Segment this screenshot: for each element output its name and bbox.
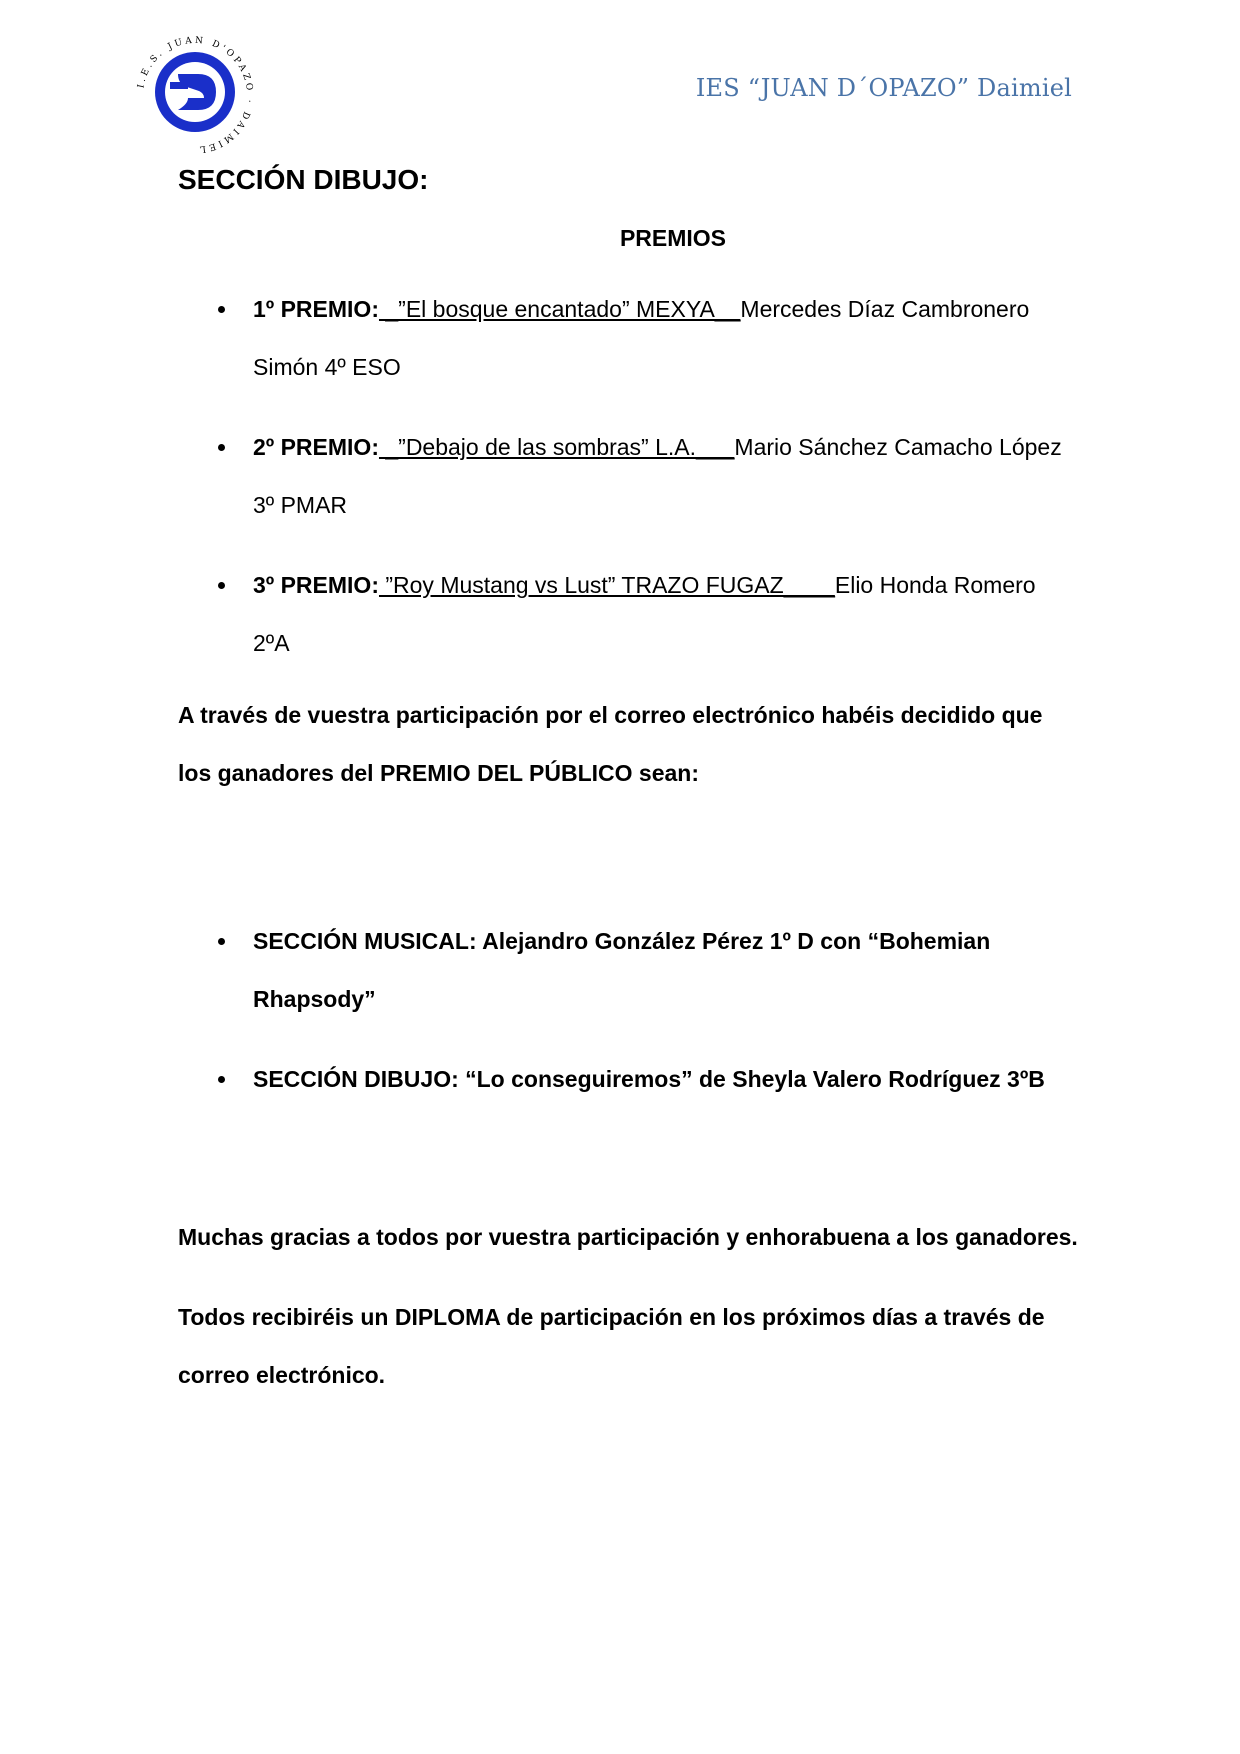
prize-item-3	[178, 556, 1078, 672]
prize-work: _”El bosque encantado” MEXYA__	[378, 296, 741, 322]
prize-label: 3º PREMIO:	[253, 572, 379, 598]
public-winner-item: SECCIÓN MUSICAL: Alejandro González Pérez 1º D con “Bohemian Rhapsody”	[178, 912, 1078, 1028]
prize-winner: Elio Honda Romero 2ºA	[253, 572, 1036, 656]
public-intro-paragraph: A través de vuestra participación por el correo electrónico habéis decidido que los ganadores del PREMIO DEL PÚBLICO sean:	[178, 702, 1043, 786]
document-content	[178, 160, 1078, 1404]
thanks-paragraph: Muchas gracias a todos por vuestra participación y enhorabuena a los ganadores.	[178, 1224, 1078, 1250]
premios-title: PREMIOS	[619, 225, 727, 251]
public-winners-list	[178, 912, 1078, 1108]
public-winner-item: SECCIÓN DIBUJO: “Lo conseguiremos” de Sheyla Valero Rodríguez 3ºB	[178, 1050, 1078, 1108]
prize-winner: Mario Sánchez Camacho López 3º PMAR	[253, 434, 1062, 518]
prizes-list	[178, 280, 1078, 672]
logo-ring-text: I.E.S. JUAN D'OPAZO · DAIMIEL	[136, 35, 255, 155]
prize-item-1	[178, 280, 1078, 396]
prize-winner: Mercedes Díaz Cambronero Simón 4º ESO	[253, 296, 1030, 380]
section-title: SECCIÓN DIBUJO:	[178, 164, 429, 195]
prize-label: 2º PREMIO:	[253, 434, 379, 460]
diploma-paragraph: Todos recibiréis un DIPLOMA de participación en los próximos días a través de correo electrónico.	[178, 1304, 1045, 1388]
school-name-header: IES “JUAN D´OPAZO” Daimiel	[695, 74, 1072, 102]
prize-work: ”Roy Mustang vs Lust” TRAZO FUGAZ____	[378, 572, 835, 598]
prize-item-2	[178, 418, 1078, 534]
school-logo	[130, 30, 260, 160]
prize-work: _”Debajo de las sombras” L.A.___	[378, 434, 735, 460]
prize-label: 1º PREMIO:	[253, 296, 379, 322]
